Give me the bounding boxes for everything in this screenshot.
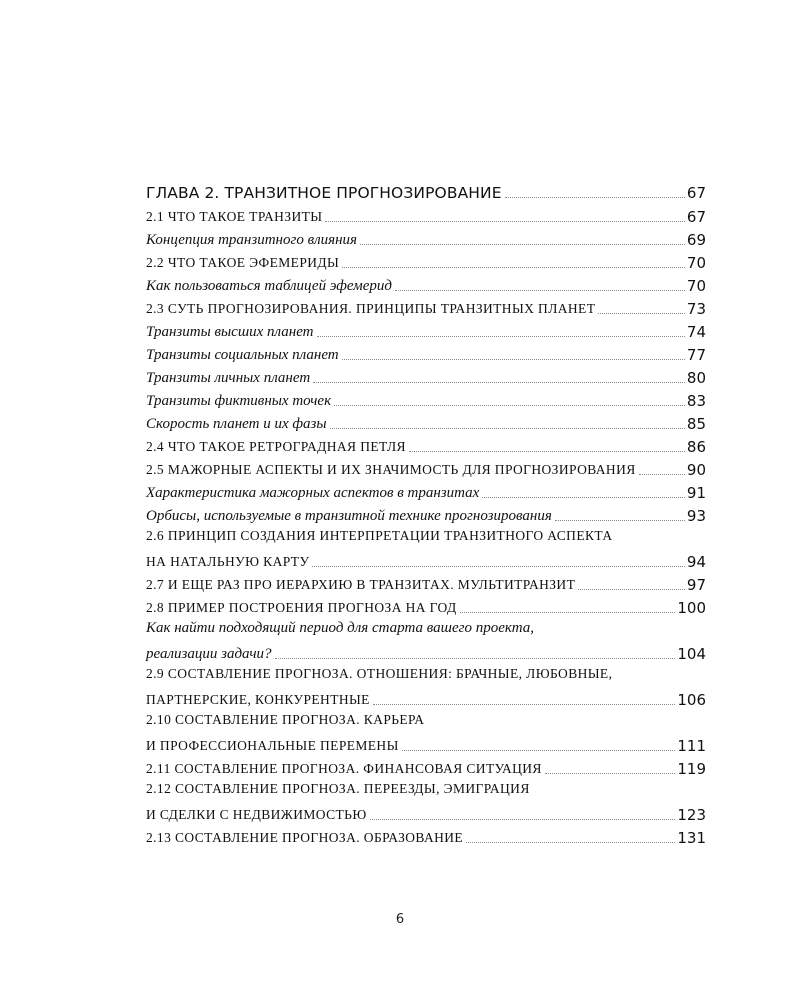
- entry-title: 2.8 ПРИМЕР ПОСТРОЕНИЯ ПРОГНОЗА НА ГОД: [146, 600, 457, 615]
- toc-entry[interactable]: [146, 503, 706, 526]
- entry-page: 83: [686, 392, 706, 410]
- entry-title-line2: реализации задачи?: [146, 646, 272, 662]
- entry-title: Орбисы, используемые в транзитной технике прогнозирования: [146, 508, 552, 524]
- entry-title-line1: 2.12 СОСТАВЛЕНИЕ ПРОГНОЗА. ПЕРЕЕЗДЫ, ЭМИГРАЦИЯ: [146, 781, 530, 796]
- chapter-page: 67: [686, 184, 706, 202]
- toc-entry[interactable]: [146, 572, 706, 595]
- dot-leader: [275, 657, 676, 659]
- entry-title: Транзиты личных планет: [146, 370, 311, 386]
- dot-leader: [312, 565, 685, 567]
- dot-leader: [466, 841, 675, 843]
- dot-leader: [360, 243, 685, 245]
- table-of-contents: [146, 180, 706, 848]
- dot-leader: [639, 473, 685, 475]
- dot-leader: [409, 450, 685, 452]
- toc-entry[interactable]: [146, 480, 706, 503]
- entry-page: 73: [686, 300, 706, 318]
- entry-title-line2: И СДЕЛКИ С НЕДВИЖИМОСТЬЮ: [146, 807, 367, 822]
- entry-title: Как пользоваться таблицей эфемерид: [146, 278, 392, 294]
- entry-title: Характеристика мажорных аспектов в транзитах: [146, 485, 480, 501]
- dot-leader: [482, 496, 685, 498]
- toc-entry[interactable]: [146, 388, 706, 411]
- entry-title: Транзиты высших планет: [146, 324, 314, 340]
- entry-page: 85: [686, 415, 706, 433]
- dot-leader: [460, 611, 676, 613]
- dot-leader: [317, 335, 685, 337]
- page-number: 6: [395, 912, 405, 927]
- dot-leader: [330, 427, 685, 429]
- entry-page: 67: [686, 208, 706, 226]
- entry-page: 80: [686, 369, 706, 387]
- entry-page: 74: [686, 323, 706, 341]
- entry-page: 86: [686, 438, 706, 456]
- entry-title-line2: НА НАТАЛЬНУЮ КАРТУ: [146, 554, 310, 569]
- toc-entry-line1[interactable]: [146, 618, 706, 641]
- entry-page: 69: [686, 231, 706, 249]
- entry-title: 2.3 СУТЬ ПРОГНОЗИРОВАНИЯ. ПРИНЦИПЫ ТРАНЗИТНЫХ ПЛАНЕТ: [146, 301, 596, 316]
- dot-leader: [325, 220, 684, 222]
- entry-page: 106: [677, 691, 706, 709]
- entry-title-line1: Как найти подходящий период для старта вашего проекта,: [146, 620, 534, 636]
- toc-entry[interactable]: [146, 204, 706, 227]
- entry-title-line1: 2.10 СОСТАВЛЕНИЕ ПРОГНОЗА. КАРЬЕРА: [146, 712, 425, 727]
- toc-entry-line1[interactable]: [146, 664, 706, 687]
- chapter-title: ГЛАВА 2. ТРАНЗИТНОЕ ПРОГНОЗИРОВАНИЕ: [146, 184, 502, 202]
- entry-title-line1: 2.6 ПРИНЦИП СОЗДАНИЯ ИНТЕРПРЕТАЦИИ ТРАНЗИТНОГО АСПЕКТА: [146, 528, 613, 543]
- toc-entry[interactable]: [146, 365, 706, 388]
- toc-entry-line2[interactable]: [146, 687, 706, 710]
- dot-leader: [598, 312, 685, 314]
- entry-title: Транзиты социальных планет: [146, 347, 339, 363]
- entry-title: 2.13 СОСТАВЛЕНИЕ ПРОГНОЗА. ОБРАЗОВАНИЕ: [146, 830, 464, 845]
- entry-title: 2.7 И ЕЩЕ РАЗ ПРО ИЕРАРХИЮ В ТРАНЗИТАХ. МУЛЬТИТРАНЗИТ: [146, 577, 576, 592]
- toc-entry-line2[interactable]: [146, 802, 706, 825]
- entry-title-line2: И ПРОФЕССИОНАЛЬНЫЕ ПЕРЕМЕНЫ: [146, 738, 399, 753]
- entry-title: 2.2 ЧТО ТАКОЕ ЭФЕМЕРИДЫ: [146, 255, 340, 270]
- toc-entry[interactable]: [146, 296, 706, 319]
- toc-entry-line2[interactable]: [146, 549, 706, 572]
- dot-leader: [370, 818, 676, 820]
- toc-entry-line1[interactable]: [146, 779, 706, 802]
- entry-page: 131: [677, 829, 706, 847]
- entry-title: 2.1 ЧТО ТАКОЕ ТРАНЗИТЫ: [146, 209, 323, 224]
- toc-entry-line1[interactable]: [146, 710, 706, 733]
- entry-page: 104: [677, 645, 706, 663]
- entry-title: 2.11 СОСТАВЛЕНИЕ ПРОГНОЗА. ФИНАНСОВАЯ СИТУАЦИЯ: [146, 761, 542, 776]
- entry-page: 70: [686, 277, 706, 295]
- entry-page: 70: [686, 254, 706, 272]
- entry-title: 2.5 МАЖОРНЫЕ АСПЕКТЫ И ИХ ЗНАЧИМОСТЬ ДЛЯ ПРОГНОЗИРОВАНИЯ: [146, 462, 636, 477]
- entry-page: 77: [686, 346, 706, 364]
- dot-leader: [334, 404, 685, 406]
- dot-leader: [395, 289, 685, 291]
- dot-leader: [578, 588, 685, 590]
- entry-title: 2.4 ЧТО ТАКОЕ РЕТРОГРАДНАЯ ПЕТЛЯ: [146, 439, 406, 454]
- toc-entry[interactable]: [146, 825, 706, 848]
- entry-page: 119: [677, 760, 706, 778]
- toc-entry[interactable]: [146, 595, 706, 618]
- toc-entry[interactable]: [146, 227, 706, 250]
- entry-title: Транзиты фиктивных точек: [146, 393, 332, 409]
- dot-leader: [313, 381, 685, 383]
- toc-entry[interactable]: [146, 411, 706, 434]
- entry-title: Скорость планет и их фазы: [146, 416, 327, 432]
- dot-leader: [342, 358, 685, 360]
- toc-entry[interactable]: [146, 756, 706, 779]
- toc-entry-line2[interactable]: [146, 641, 706, 664]
- toc-chapter-heading[interactable]: [146, 180, 706, 203]
- entry-page: 93: [686, 507, 706, 525]
- toc-entry[interactable]: [146, 250, 706, 273]
- dot-leader: [555, 519, 685, 521]
- entry-page: 90: [686, 461, 706, 479]
- dot-leader: [545, 772, 676, 774]
- toc-entry[interactable]: [146, 319, 706, 342]
- entry-page: 100: [677, 599, 706, 617]
- dot-leader: [342, 266, 685, 268]
- toc-entry[interactable]: [146, 273, 706, 296]
- entry-page: 91: [686, 484, 706, 502]
- entry-title-line1: 2.9 СОСТАВЛЕНИЕ ПРОГНОЗА. ОТНОШЕНИЯ: БРАЧНЫЕ, ЛЮБОВНЫЕ,: [146, 666, 613, 681]
- entry-title: Концепция транзитного влияния: [146, 232, 358, 248]
- entry-page: 94: [686, 553, 706, 571]
- toc-entry-line1[interactable]: [146, 526, 706, 549]
- entry-title-line2: ПАРТНЕРСКИЕ, КОНКУРЕНТНЫЕ: [146, 692, 370, 707]
- toc-entry[interactable]: [146, 342, 706, 365]
- dot-leader: [505, 196, 685, 198]
- entry-page: 123: [677, 806, 706, 824]
- toc-entry-line2[interactable]: [146, 733, 706, 756]
- toc-entry[interactable]: [146, 457, 706, 480]
- dot-leader: [373, 703, 676, 705]
- toc-entry[interactable]: [146, 434, 706, 457]
- entry-page: 111: [677, 737, 706, 755]
- entry-page: 97: [686, 576, 706, 594]
- dot-leader: [402, 749, 676, 751]
